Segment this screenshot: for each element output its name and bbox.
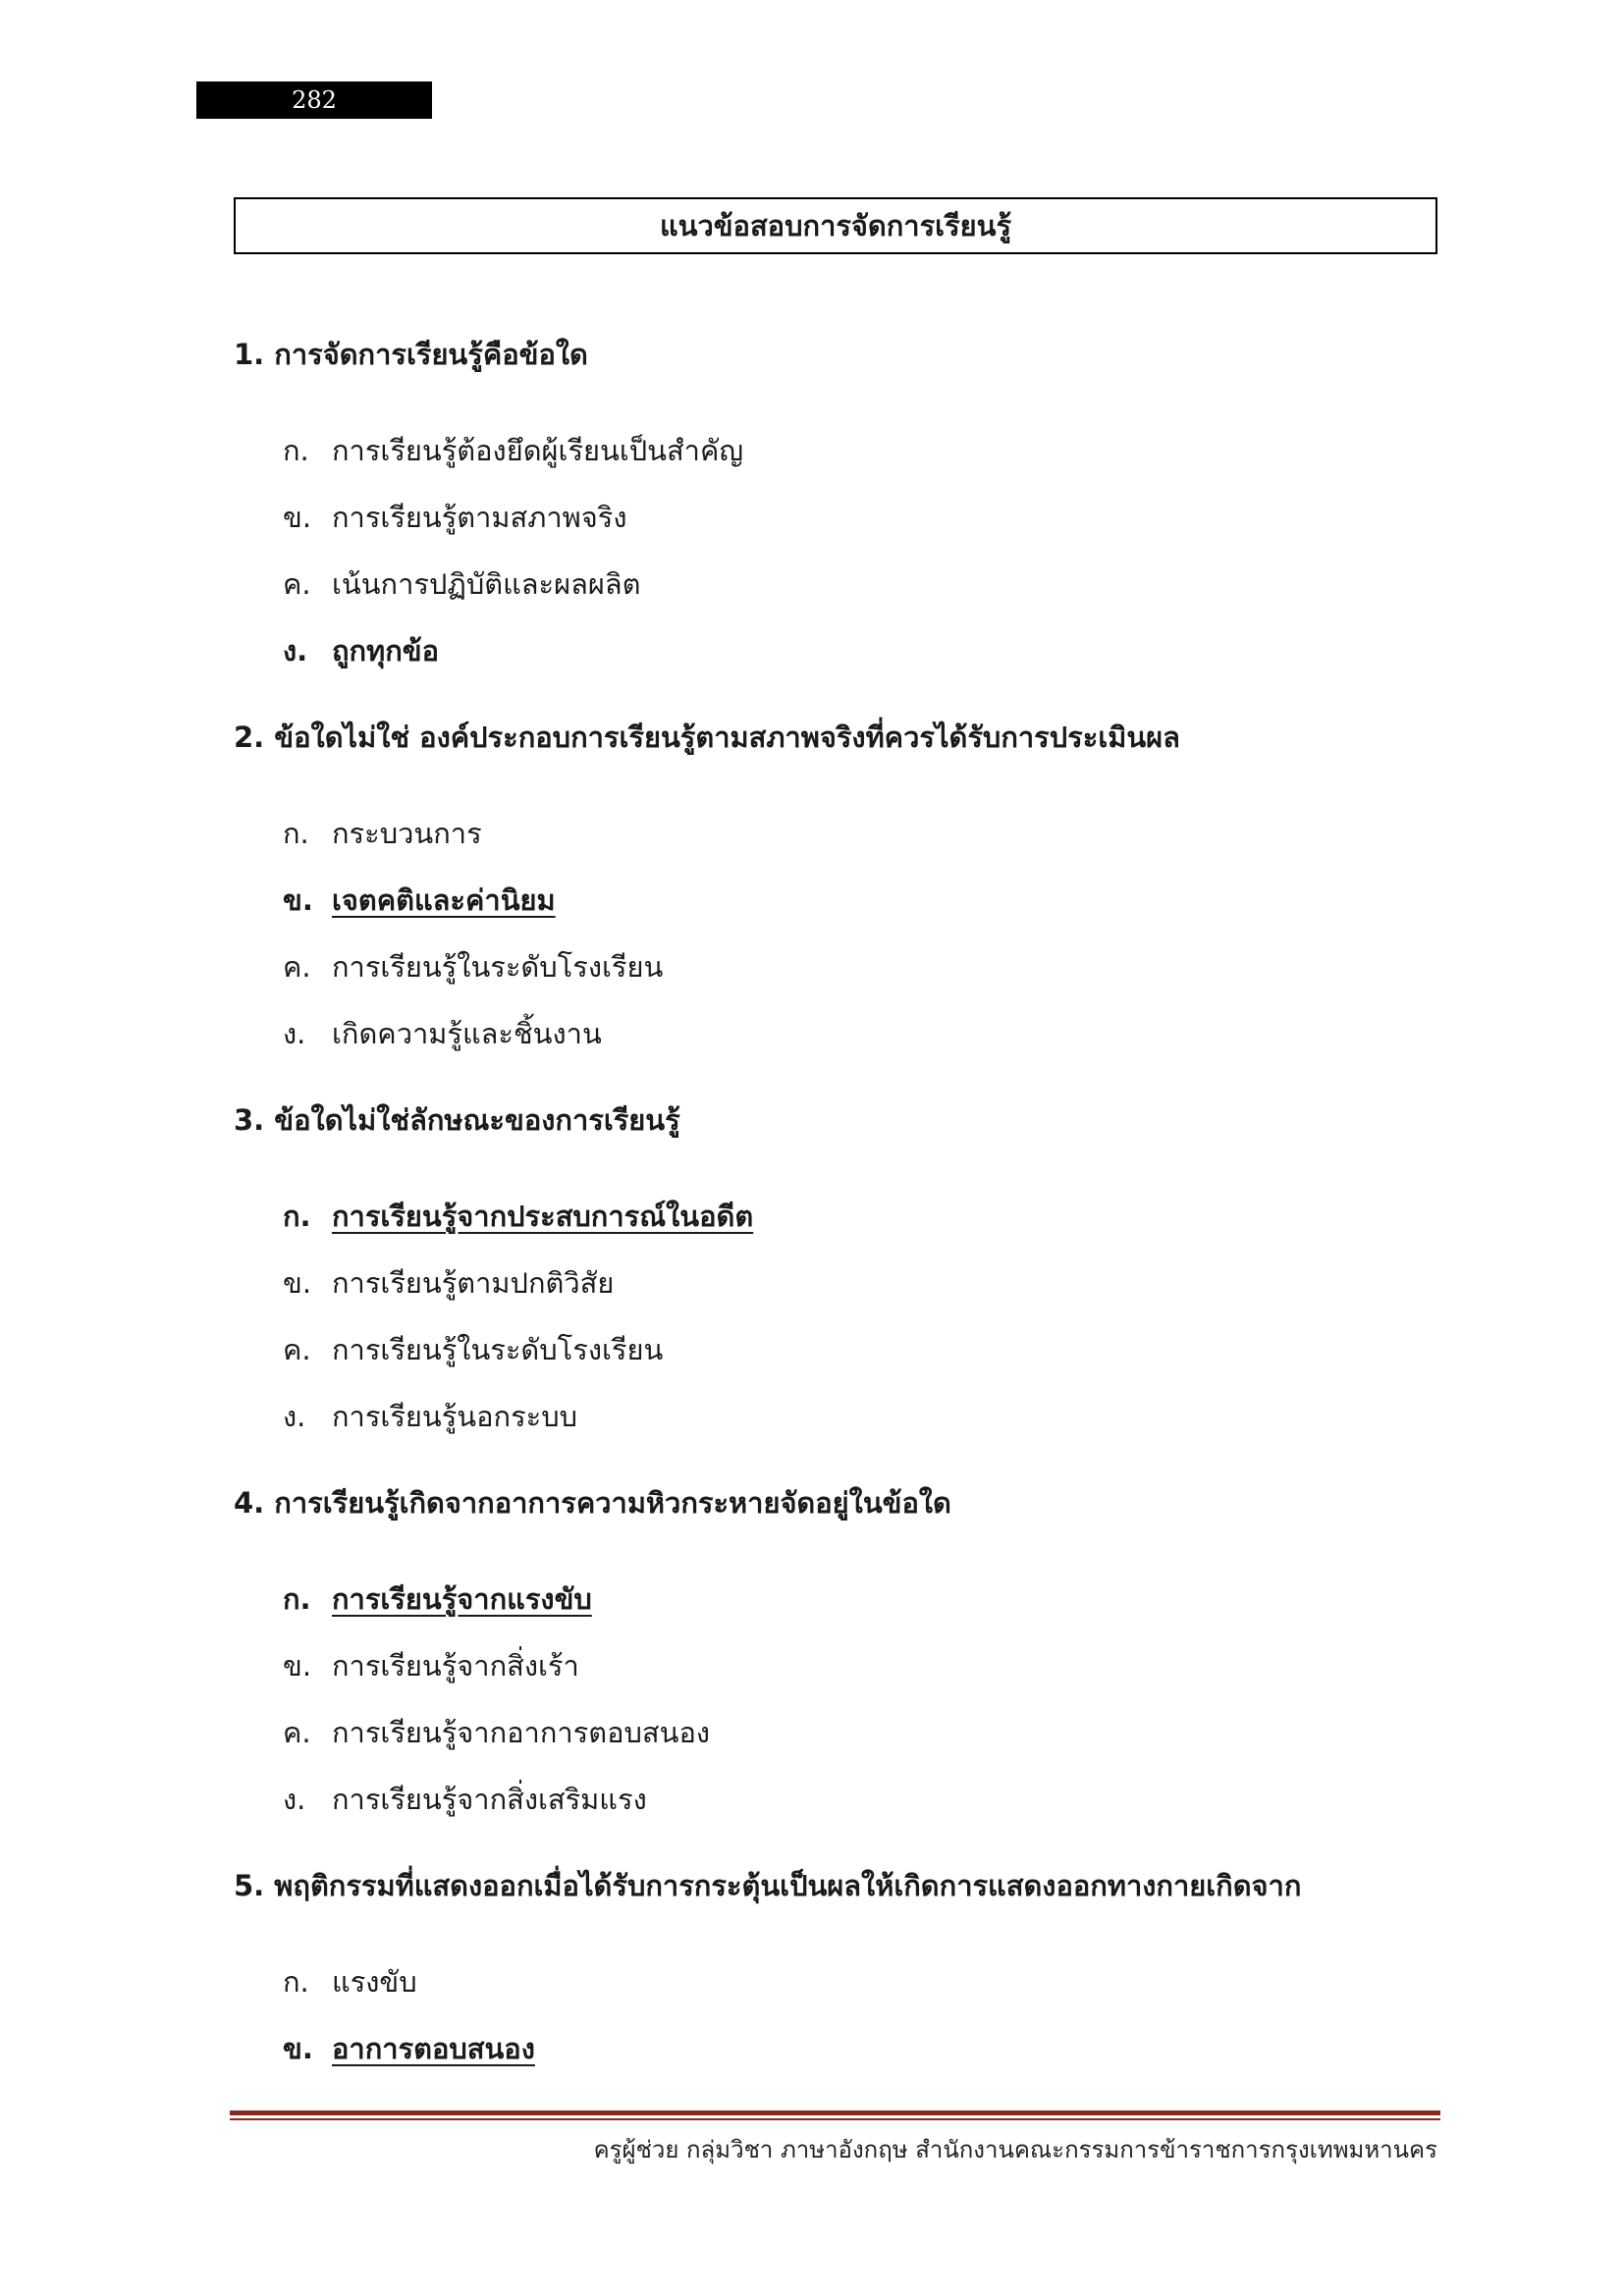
choice-letter: ค. xyxy=(283,1716,311,1749)
choice-text: ถูกทุกข้อ xyxy=(332,634,440,667)
choice-item xyxy=(234,484,1441,551)
choice-text: การเรียนรู้นอกระบบ xyxy=(332,1400,578,1433)
page-number: 282 xyxy=(196,81,432,119)
choice-item xyxy=(234,1250,1441,1316)
choice-letter: ง. xyxy=(283,1783,306,1816)
choice-letter: ง. xyxy=(283,1017,306,1050)
choice-text: การเรียนรู้ในระดับโรงเรียน xyxy=(332,950,664,984)
question-1 xyxy=(234,329,1441,684)
page-title xyxy=(234,197,1437,254)
choice-item-correct xyxy=(234,867,1441,934)
choice-item-correct xyxy=(234,1566,1441,1632)
footer-divider-thin xyxy=(230,2118,1440,2120)
choice-text: กระบวนการ xyxy=(332,817,482,850)
choice-letter: ง. xyxy=(283,634,308,667)
choice-item xyxy=(234,1699,1441,1766)
choice-item-correct xyxy=(234,1183,1441,1250)
question-text: 5. พฤติกรรมที่แสดงออกเมื่อได้รับการกระตุ้นเป็นผลให้เกิดการแสดงออกทางกายเกิดจาก xyxy=(234,1869,1302,1902)
question-2 xyxy=(234,712,1441,1067)
choice-text: การเรียนรู้ตามสภาพจริง xyxy=(332,501,627,534)
choice-text: การเรียนรู้จากอาการตอบสนอง xyxy=(332,1716,711,1749)
choice-item xyxy=(234,934,1441,1000)
choice-letter: ก. xyxy=(283,817,309,850)
choice-letter: ข. xyxy=(283,1649,312,1682)
choice-text: การเรียนรู้ตามปกติวิสัย xyxy=(332,1266,615,1300)
choice-letter: ค. xyxy=(283,1333,311,1366)
choice-text: เจตคติและค่านิยม xyxy=(332,883,556,917)
choice-text: การเรียนรู้จากสิ่งเสริมแรง xyxy=(332,1783,647,1816)
question-text: 2. ข้อใดไม่ใช่ องค์ประกอบการเรียนรู้ตามสภาพจริงที่ควรได้รับการประเมินผล xyxy=(234,721,1180,754)
choice-item xyxy=(234,1949,1441,2015)
question-5 xyxy=(234,1860,1441,2082)
choice-text: การเรียนรู้จากสิ่งเร้า xyxy=(332,1649,579,1682)
choice-letter: ก. xyxy=(283,1200,311,1233)
choice-letter: ข. xyxy=(283,883,313,917)
page-title-text: แนวข้อสอบการจัดการเรียนรู้ xyxy=(659,209,1012,242)
choice-text: เน้นการปฏิบัติและผลผลิต xyxy=(332,567,641,601)
choice-letter: ข. xyxy=(283,2032,313,2065)
choice-letter: ข. xyxy=(283,501,312,534)
choice-letter: ค. xyxy=(283,950,311,984)
footer-divider xyxy=(230,2110,1440,2115)
choice-letter: ก. xyxy=(283,434,309,467)
choice-item xyxy=(234,417,1441,484)
choice-letter: ค. xyxy=(283,567,311,601)
choice-text: การเรียนรู้จากประสบการณ์ในอดีต xyxy=(332,1200,754,1233)
question-text: 4. การเรียนรู้เกิดจากอาการความหิวกระหายจัดอยู่ในข้อใด xyxy=(234,1486,951,1520)
choice-letter: ก. xyxy=(283,1965,309,1999)
choice-item-correct xyxy=(234,2015,1441,2082)
question-4 xyxy=(234,1477,1441,1833)
choice-text: แรงขับ xyxy=(332,1965,417,1999)
choice-letter: ก. xyxy=(283,1582,311,1616)
choice-item xyxy=(234,551,1441,617)
choice-item xyxy=(234,1766,1441,1833)
choice-item xyxy=(234,1316,1441,1383)
choice-item xyxy=(234,1632,1441,1699)
choice-item xyxy=(234,800,1441,867)
question-text: 3. ข้อใดไม่ใช่ลักษณะของการเรียนรู้ xyxy=(234,1103,680,1137)
choice-item xyxy=(234,1383,1441,1450)
question-3 xyxy=(234,1095,1441,1450)
choice-letter: ข. xyxy=(283,1266,312,1300)
question-list xyxy=(234,329,1441,2082)
choice-letter: ง. xyxy=(283,1400,306,1433)
choice-item xyxy=(234,1000,1441,1067)
footer-text: ครูผู้ช่วย กลุ่มวิชา ภาษาอังกฤษ สำนักงานคณะกรรมการข้าราชการกรุงเทพมหานคร xyxy=(593,2136,1437,2163)
choice-text: การเรียนรู้ในระดับโรงเรียน xyxy=(332,1333,664,1366)
question-text: 1. การจัดการเรียนรู้คือข้อใด xyxy=(234,338,588,371)
choice-text: การเรียนรู้จากแรงขับ xyxy=(332,1582,592,1616)
choice-text: เกิดความรู้และชิ้นงาน xyxy=(332,1017,602,1050)
choice-item-correct xyxy=(234,617,1441,684)
choice-text: อาการตอบสนอง xyxy=(332,2032,535,2065)
choice-text: การเรียนรู้ต้องยึดผู้เรียนเป็นสำคัญ xyxy=(332,434,744,467)
